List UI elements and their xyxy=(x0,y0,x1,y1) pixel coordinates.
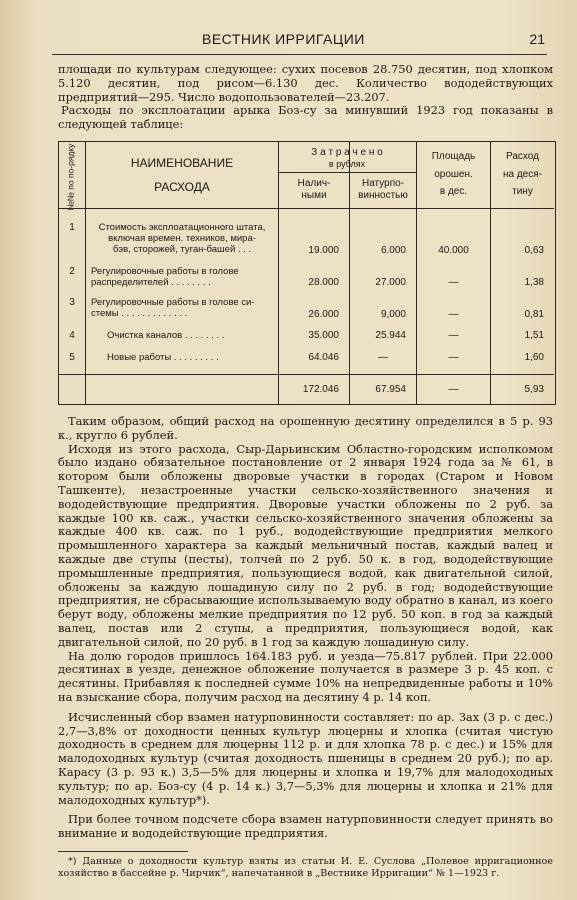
column-header-number: №№ по по-рядку xyxy=(65,143,76,211)
column-header-per-1: Расход xyxy=(506,150,539,162)
column-header-area-3: в дес. xyxy=(439,185,468,197)
column-header-cash-2: ными xyxy=(301,189,327,201)
column-header-kind-1: Натурпо- xyxy=(361,177,404,189)
article-body xyxy=(58,63,553,880)
row-1-cash: 19.000 xyxy=(308,244,339,256)
column-header-per-3: тину xyxy=(512,185,533,197)
column-header-name-1: НАИМЕНОВАНИЕ xyxy=(130,155,234,170)
paragraph-total-cost: Таким образом, общий расход на орошенную десятину определился в 5 р. 93 к., кругло 6 рублей. xyxy=(58,413,553,442)
row-1-name-line1: Стоимость эксплоатационного штата, xyxy=(98,221,266,233)
row-2-name-line2: распределителей . . . . . . . . xyxy=(91,276,211,288)
row-4-number: 4 xyxy=(69,329,75,341)
row-2-kind: 27.000 xyxy=(375,276,406,288)
row-3-kind: 9,000 xyxy=(380,308,406,320)
total-area: — xyxy=(448,383,459,395)
row-5-kind: — xyxy=(378,351,388,363)
paragraph-table-intro: Расходы по эксплоатации арыка Боз-су за минувший 1923 год показаны в следующей таблице: xyxy=(58,103,553,132)
column-header-area-2: орошен. xyxy=(434,168,473,180)
column-header-spent-2: в рублях xyxy=(328,158,366,169)
row-2-name-line1: Регулировочные работы в голове xyxy=(91,265,239,277)
journal-title: ВЕСТНИК ИРРИГАЦИИ xyxy=(202,31,365,47)
row-5-area: — xyxy=(448,351,459,363)
paragraph-ordinance: Исходя из этого расхода, Сыр-Дарьинским Областно-городским исполкомом было издано обязательное постановление от 2 января 1924 года за № 61, в котором были обложены дворовые участки в городах (Старом и Новом Ташкенте), незастроенные участки сельско-хозяйственного значения и вододействующие предприятия. Дворовые участки обложены по 2 руб. за каждые 100 кв. саж., участки сельско-хозяйственного значения обложены за каждые 400 кв. саж. по 1 руб., вододействующие предприятия мелкого промышленного характера за каждый мельничный постав, каждый валец и каждые две ступы (песты), толчей по 2 руб. 50 к. в год, вододействующие промышленные предприятия, пользующиеся водой, как двигательной силой, обложены за каждую лошадиную силу по 2 руб. в год; вододействующие предприятия, не сбрасывающие использываемую воду обратно в канал, из коего берут воду, обложены мелкие предприятия по 12 руб. 50 коп. в год за каждый валец, постав или 2 ступы, а предприятия, пользующиеся водой, как двигательной силой, по 20 руб. в 1 год за каждую лошадиную силу. xyxy=(58,441,553,649)
row-1-number: 1 xyxy=(69,221,75,233)
row-5-name-line1: Новые работы . . . . . . . . . xyxy=(107,351,219,363)
row-3-cash: 26.000 xyxy=(308,308,339,320)
row-1-per: 0,63 xyxy=(524,244,544,256)
row-1-area: 40.000 xyxy=(438,244,469,256)
column-header-spent-1: З а т р а ч е н о xyxy=(311,146,383,158)
footnote: *) Данные о доходности культур взяты из статьи И. Е. Суслова „Полевое ирригационное хозяйство в бассейне р. Чирчик“, напечатанной в „Вестнике Ирригации“ № 1—1923 г. xyxy=(58,855,553,879)
row-3-area: — xyxy=(448,308,459,320)
row-4-cash: 35.000 xyxy=(308,329,339,341)
total-per: 5,93 xyxy=(524,383,544,395)
column-header-name-2: РАСХОДА xyxy=(154,179,210,194)
row-1-name-line3: бэв, сторожей, туган-башей . . . xyxy=(112,243,252,255)
row-1-name-line2: включая времен. техников, мира- xyxy=(108,232,256,244)
total-kind: 67.954 xyxy=(375,383,406,395)
row-4-per: 1,51 xyxy=(524,329,544,341)
column-header-cash-1: Налич- xyxy=(297,177,331,189)
row-5-cash: 64.046 xyxy=(308,351,339,363)
column-header-per-2: на деся- xyxy=(502,168,542,180)
running-header xyxy=(52,28,547,55)
row-3-name-line1: Регулировочные работы в голове си- xyxy=(91,296,255,308)
row-4-kind: 25.944 xyxy=(375,329,406,341)
row-3-number: 3 xyxy=(69,296,75,308)
paragraph-conclusion: При более точном подсчете сбора взамен натурповинности следует принять во внимание и вододействующие предприятия. xyxy=(58,812,553,841)
row-2-cash: 28.000 xyxy=(308,276,339,288)
expenses-table xyxy=(58,141,556,405)
column-header-kind-2: винностью xyxy=(358,189,408,201)
total-cash: 172.046 xyxy=(302,383,339,395)
row-4-name-line1: Очистка каналов . . . . . . . . xyxy=(107,329,225,341)
row-5-per: 1,60 xyxy=(524,351,544,363)
page-number: 21 xyxy=(529,31,545,47)
paragraph-crop-areas: площади по культурам следующее: сухих посевов 28.750 десятин, под хлопком 5.120 десятин, под рисом—6.130 дес. Количество вододействующих предприятий—295. Число водопользователей—23.207. xyxy=(58,62,553,104)
row-2-area: — xyxy=(448,276,459,288)
row-3-name-line2: стемы . . . . . . . . . . . . . xyxy=(91,307,188,319)
column-header-area-1: Площадь xyxy=(431,150,476,162)
row-1-kind: 6.000 xyxy=(380,244,406,256)
paragraph-fee-calculation: Исчисленный сбор взамен натурповинности составляет: по ар. Зах (3 р. с дес.) 2,7—3,8% от доходности ценных культур люцерны и хлопка (считая чистую доходность в среднем для люцерны 112 р. и для хлопка 78 р. с дес.) и 15% для малодоходных культур (считая доходность пшеницы в среднем 20 руб.); по ар. Карасу (3 р. 93 к.) 3,5—5% для люцерны и хлопка и 19,7% для малодоходных культур; по ар. Боз-су (4 р. 14 к.) 3,7—5,3% для люцерны и хлопка и 21% для малодоходных культур*). xyxy=(58,709,553,807)
row-5-number: 5 xyxy=(69,351,75,363)
row-3-per: 0,81 xyxy=(524,308,544,320)
paragraph-city-share: На долю городов пришлось 164.183 руб. и уезда—75.817 рублей. При 22.000 десятинах в уезде, денежное обложение получается в размере 3 р. 45 коп. с десятины. Прибавляя к последней сумме 10% на непредвиденные работы и 10% на взыскание сбора, получим расход на десятину 4 р. 14 коп. xyxy=(58,648,553,704)
row-2-number: 2 xyxy=(69,265,75,277)
row-2-per: 1,38 xyxy=(524,276,544,288)
row-4-area: — xyxy=(448,329,459,341)
footnote-rule xyxy=(58,851,188,852)
